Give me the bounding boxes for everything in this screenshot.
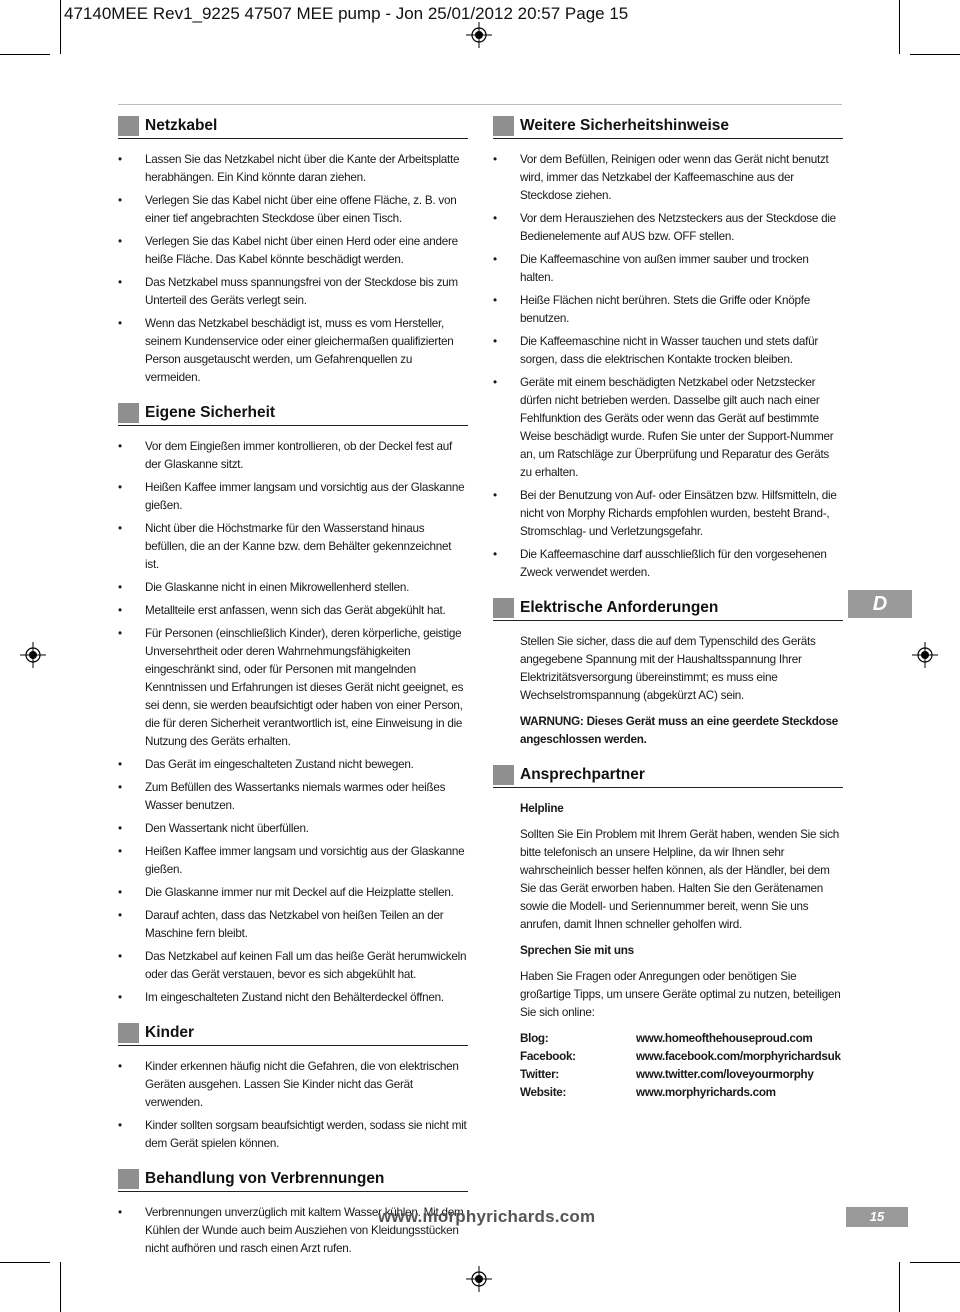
bullet-icon: • <box>118 909 122 922</box>
bullet-list <box>118 1058 468 1153</box>
heading-marker <box>493 598 514 618</box>
link-label: Twitter: <box>520 1068 559 1081</box>
top-rule <box>118 104 842 105</box>
link-label: Website: <box>520 1086 567 1099</box>
language-tab: D <box>848 590 912 618</box>
bullet-icon: • <box>493 548 497 561</box>
registration-mark-icon <box>912 642 938 668</box>
section-eigene-sicherheit <box>118 403 468 1007</box>
bullet-icon: • <box>118 991 122 1004</box>
bullet-icon: • <box>493 212 497 225</box>
bullet-icon: • <box>118 317 122 330</box>
bullet-icon: • <box>493 253 497 266</box>
section-title: Elektrische Anforderungen <box>520 599 719 616</box>
bullet-icon: • <box>118 276 122 289</box>
list-item <box>118 1117 468 1153</box>
section-title: Ansprechpartner <box>520 766 645 783</box>
list-item <box>118 884 468 902</box>
list-item-text: Kinder sollten sorgsam beaufsichtigt werden, sodass sie nicht mit dem Gerät spielen können. <box>145 1119 467 1150</box>
section-title: Behandlung von Verbrennungen <box>145 1170 385 1187</box>
page-number: 15 <box>846 1207 908 1227</box>
list-item <box>118 520 468 574</box>
list-item-text: Vor dem Herausziehen des Netzsteckers aus der Steckdose die Bedienelemente auf AUS bzw. OFF stellen. <box>520 212 836 243</box>
bullet-icon: • <box>118 581 122 594</box>
heading-marker <box>118 403 139 423</box>
list-item <box>118 233 468 269</box>
bullet-icon: • <box>493 335 497 348</box>
list-item-text: Die Glaskanne nicht in einen Mikrowellenherd stellen. <box>145 581 410 594</box>
bullet-icon: • <box>118 758 122 771</box>
bullet-icon: • <box>493 376 497 389</box>
list-item-text: Das Netzkabel muss spannungsfrei von der Steckdose bis zum Unterteil des Geräts verlegt sein. <box>145 276 458 307</box>
crop-mark <box>60 0 61 54</box>
bullet-icon: • <box>118 1119 122 1132</box>
link-label: Facebook: <box>520 1050 576 1063</box>
list-item-text: Die Kaffeemaschine nicht in Wasser tauchen und stets dafür sorgen, dass die elektrischen Kontakte trocken bleiben. <box>520 335 818 366</box>
heading-marker <box>118 1169 139 1189</box>
link-label: Blog: <box>520 1032 549 1045</box>
list-item-text: Im eingeschalteten Zustand nicht den Behälterdeckel öffnen. <box>145 991 444 1004</box>
bullet-icon: • <box>118 781 122 794</box>
list-item-text: Heißen Kaffee immer langsam und vorsichtig aus der Glaskanne gießen. <box>145 845 465 876</box>
print-header: 47140MEE Rev1_9225 47507 MEE pump - Jon 25/01/2012 20:57 Page 15 <box>64 4 629 23</box>
bullet-icon: • <box>118 604 122 617</box>
crop-mark <box>899 0 900 54</box>
list-item-text: Verlegen Sie das Kabel nicht über eine offene Fläche, z. B. von einer tief angebrachten Steckdose über einen Tisch. <box>145 194 457 225</box>
list-item-text: Verbrennungen unverzüglich mit kaltem Wasser kühlen. Mit dem Kühlen der Wunde auch beim Ausziehen von Kleidungsstücken nicht aufhören und rasch einen Arzt rufen. <box>145 1206 464 1255</box>
section-weitere-sicherheitshinweise <box>493 116 843 582</box>
heading-marker <box>493 116 514 136</box>
bullet-icon: • <box>118 627 122 640</box>
link-url[interactable]: www.homeofthehouseproud.com <box>636 1032 813 1045</box>
bullet-icon: • <box>118 950 122 963</box>
list-item-text: Wenn das Netzkabel beschädigt ist, muss es vom Hersteller, seinem Kundenservice oder einer gleichermaßen qualifizierten Person ausgetauscht werden, um Gefahrenquellen zu vermeiden. <box>145 317 454 384</box>
bullet-icon: • <box>118 886 122 899</box>
list-item-text: Zum Befüllen des Wassertanks niemals warmes oder heißes Wasser benutzen. <box>145 781 446 812</box>
link-row-twitter <box>520 1066 843 1084</box>
list-item <box>118 438 468 474</box>
bullet-icon: • <box>493 489 497 502</box>
list-item-text: Den Wassertank nicht überfüllen. <box>145 822 309 835</box>
list-item-text: Nicht über die Höchstmarke für den Wasserstand hinaus befüllen, die an der Kanne bzw. dem Behälter gekennzeichnet ist. <box>145 522 452 571</box>
list-item <box>118 315 468 387</box>
section-title: Weitere Sicherheitshinweise <box>520 117 730 134</box>
list-item-text: Kinder erkennen häufig nicht die Gefahren, die von elektrischen Geräten ausgehen. Lassen Sie Kinder nicht das Gerät verwenden. <box>145 1060 459 1109</box>
list-item <box>118 820 468 838</box>
list-item <box>493 210 843 246</box>
list-item-text: Geräte mit einem beschädigten Netzkabel oder Netzstecker dürfen nicht betrieben werden. Dasselbe gilt auch nach einer Fehlfunktion des Geräts oder wenn das Gerät auf bestimmte Weise beschädigt wurde. Rufen Sie unter der Support-Nummer an, um Ratschläge zur Überprüfung und Reparatur des Geräts zu erhalten. <box>520 376 834 479</box>
list-item <box>118 479 468 515</box>
bullet-icon: • <box>493 153 497 166</box>
list-item <box>118 602 468 620</box>
electrical-text: Stellen Sie sicher, dass die auf dem Typenschild des Geräts angegebene Spannung mit der Haushaltsspannung Ihrer Elektrizitätsversorgung übereinstimmt; es muss eine Wechselstromspannung (abgekürzt AC) sein. <box>520 635 816 702</box>
section-heading <box>118 403 468 426</box>
section-heading <box>493 116 843 139</box>
list-item-text: Heißen Kaffee immer langsam und vorsichtig aus der Glaskanne gießen. <box>145 481 465 512</box>
electrical-warning: WARNUNG: Dieses Gerät muss an eine geerdete Steckdose angeschlossen werden. <box>520 715 839 746</box>
list-item <box>493 333 843 369</box>
crop-mark <box>899 1262 900 1312</box>
list-item-text: Vor dem Befüllen, Reinigen oder wenn das Gerät nicht benutzt wird, immer das Netzkabel der Kaffeemaschine aus der Steckdose ziehen. <box>520 153 829 202</box>
section-elektrische-anforderungen <box>493 598 843 749</box>
link-url[interactable]: www.facebook.com/morphyrichardsuk <box>636 1050 841 1063</box>
list-item <box>493 151 843 205</box>
link-row-website <box>520 1084 843 1102</box>
registration-mark-icon <box>466 22 492 48</box>
crop-mark <box>60 1262 61 1312</box>
list-item-text: Lassen Sie das Netzkabel nicht über die Kante der Arbeitsplatte herabhängen. Ein Kind könnte daran ziehen. <box>145 153 460 184</box>
bullet-icon: • <box>118 440 122 453</box>
bullet-icon: • <box>118 845 122 858</box>
list-item-text: Heiße Flächen nicht berühren. Stets die Griffe oder Knöpfe benutzen. <box>520 294 810 325</box>
bullet-list <box>118 151 468 387</box>
footer-url[interactable]: www.morphyrichards.com <box>378 1207 596 1226</box>
bullet-icon: • <box>118 481 122 494</box>
list-item-text: Bei der Benutzung von Auf- oder Einsätzen bzw. Hilfsmitteln, die nicht von Morphy Richards empfohlen wurden, besteht Brand-, Stromschlag- und Verletzungsgefahr. <box>520 489 837 538</box>
sprechen-label: Sprechen Sie mit uns <box>520 944 634 957</box>
list-item-text: Darauf achten, dass das Netzkabel von heißen Teilen an der Maschine fern bleibt. <box>145 909 444 940</box>
heading-marker <box>118 1023 139 1043</box>
bullet-icon: • <box>493 294 497 307</box>
list-item <box>118 907 468 943</box>
section-title: Netzkabel <box>145 117 218 134</box>
list-item <box>493 487 843 541</box>
list-item <box>493 546 843 582</box>
section-heading <box>118 1169 468 1192</box>
list-item-text: Das Netzkabel auf keinen Fall um das heiße Gerät herumwickeln oder das Gerät verstauen, bevor es sich abgekühlt hat. <box>145 950 467 981</box>
section-title: Kinder <box>145 1024 195 1041</box>
list-item-text: Für Personen (einschließlich Kinder), deren körperliche, geistige Unversehrtheit oder deren Wahrnehmungsfähigkeiten eingeschränkt sind, oder für Personen mit mangelnden Kenntnissen und Erfahrungen ist dieses Gerät nicht geeignet, es sei denn, sie werden beaufsichtigt oder haben von einer Person, die für deren Sicherheit verantwortlich ist, eine Einweisung in die Nutzung des Geräts erhalten. <box>145 627 464 748</box>
bullet-list <box>493 151 843 582</box>
link-row-facebook <box>520 1048 843 1066</box>
crop-mark <box>910 1262 960 1263</box>
list-item <box>118 579 468 597</box>
section-heading <box>493 598 843 621</box>
section-ansprechpartner <box>493 765 843 1102</box>
link-url[interactable]: www.twitter.com/loveyourmorphy <box>636 1068 814 1081</box>
list-item <box>493 292 843 328</box>
list-item <box>118 625 468 751</box>
crop-mark <box>910 54 960 55</box>
left-column <box>118 116 468 1272</box>
section-netzkabel <box>118 116 468 387</box>
crop-mark <box>0 1262 50 1263</box>
section-heading <box>118 116 468 139</box>
helpline-label: Helpline <box>520 802 564 815</box>
bullet-icon: • <box>118 194 122 207</box>
registration-mark-icon <box>20 642 46 668</box>
bullet-icon: • <box>118 153 122 166</box>
list-item-text: Vor dem Eingießen immer kontrollieren, ob der Deckel fest auf der Glaskanne sitzt. <box>145 440 452 471</box>
list-item <box>118 779 468 815</box>
section-heading <box>118 1023 468 1046</box>
list-item-text: Die Kaffeemaschine darf ausschließlich für den vorgesehenen Zweck verwendet werden. <box>520 548 827 579</box>
list-item <box>118 843 468 879</box>
list-item-text: Metallteile erst anfassen, wenn sich das Gerät abgekühlt hat. <box>145 604 446 617</box>
registration-mark-icon <box>466 1266 492 1292</box>
list-item <box>118 989 468 1007</box>
list-item <box>118 1058 468 1112</box>
list-item <box>118 756 468 774</box>
section-kinder <box>118 1023 468 1153</box>
bullet-icon: • <box>118 1060 122 1073</box>
right-column <box>493 116 843 1116</box>
link-url[interactable]: www.morphyrichards.com <box>636 1086 776 1099</box>
helpline-text: Sollten Sie Ein Problem mit Ihrem Gerät haben, wenden Sie sich bitte telefonisch an unsere Helpline, da wir Ihnen sehr wahrscheinlich besser helfen können, als der Händler, bei dem Sie das Gerät erworben haben. Halten Sie den Gerätenamen sowie die Modell- und Seriennummer bereit, wenn Sie uns anrufen, damit Ihnen schneller geholfen wird. <box>520 828 840 931</box>
link-row-blog <box>520 1030 843 1048</box>
list-item <box>118 192 468 228</box>
list-item <box>493 251 843 287</box>
bullet-icon: • <box>118 822 122 835</box>
list-item <box>493 374 843 482</box>
list-item <box>118 151 468 187</box>
crop-mark <box>0 54 50 55</box>
list-item-text: Die Kaffeemaschine von außen immer sauber und trocken halten. <box>520 253 809 284</box>
list-item <box>118 948 468 984</box>
heading-marker <box>118 116 139 136</box>
bullet-icon: • <box>118 235 122 248</box>
bullet-icon: • <box>118 1206 122 1219</box>
section-title: Eigene Sicherheit <box>145 404 276 421</box>
bullet-icon: • <box>118 522 122 535</box>
section-heading <box>493 765 843 788</box>
bullet-list <box>118 438 468 1007</box>
list-item-text: Das Gerät im eingeschalteten Zustand nicht bewegen. <box>145 758 414 771</box>
sprechen-text: Haben Sie Fragen oder Anregungen oder benötigen Sie großartige Tipps, um unsere Geräte optimal zu nutzen, beteiligen Sie sich online: <box>520 970 841 1019</box>
list-item-text: Verlegen Sie das Kabel nicht über einen Herd oder eine andere heiße Fläche. Das Kabel könnte beschädigt werden. <box>145 235 458 266</box>
online-links <box>493 1030 843 1102</box>
list-item <box>118 274 468 310</box>
heading-marker <box>493 765 514 785</box>
list-item-text: Die Glaskanne immer nur mit Deckel auf die Heizplatte stellen. <box>145 886 454 899</box>
